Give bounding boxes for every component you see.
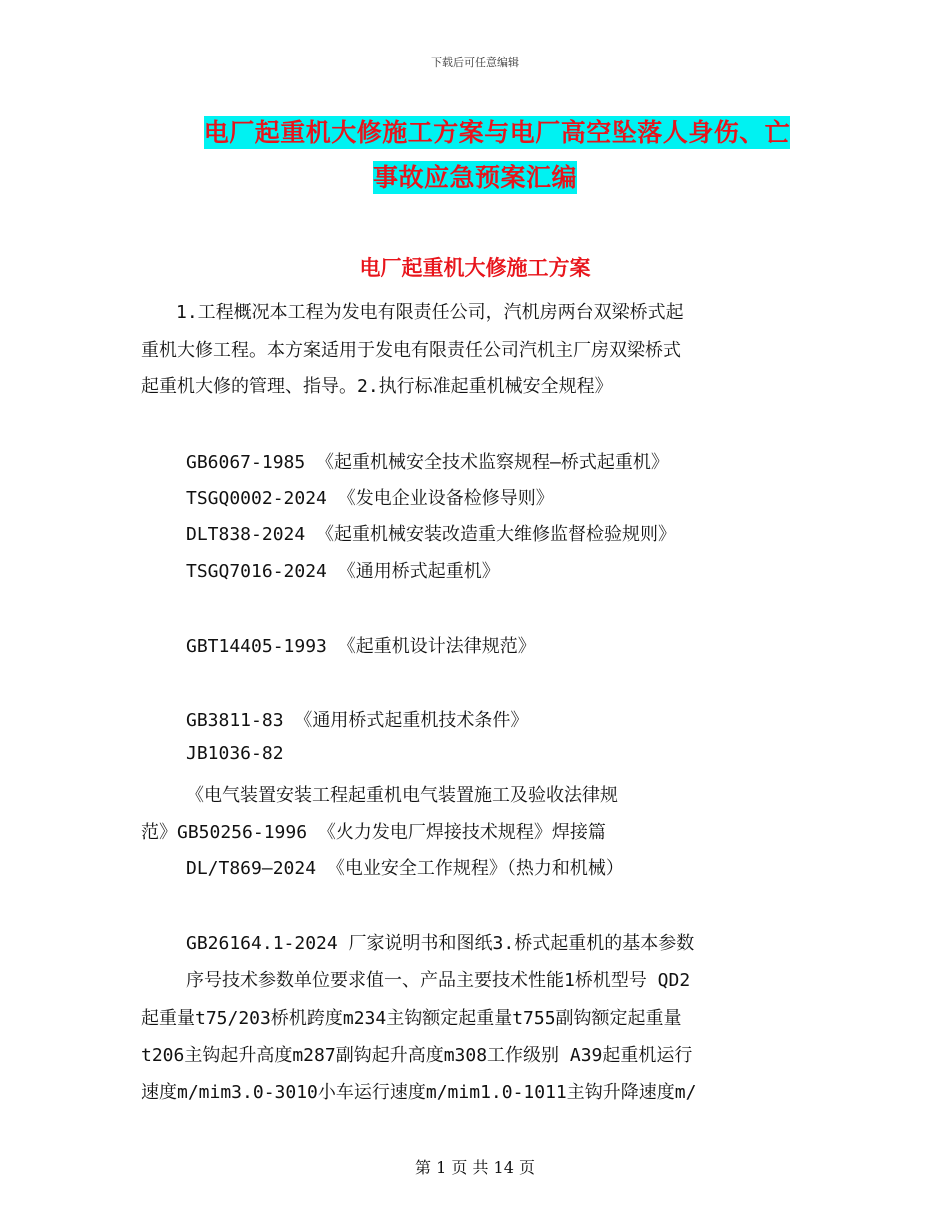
body-line: GB26164.1-2024 厂家说明书和图纸3.桥式起重机的基本参数 [186, 933, 695, 954]
document-title-line-2: 事故应急预案汇编 [372, 163, 577, 192]
body-line: DL/T869—2024 《电业安全工作规程》（热力和机械） [186, 858, 624, 879]
body-line: TSGQ0002-2024 《发电企业设备检修导则》 [186, 488, 554, 509]
body-line: TSGQ7016-2024 《通用桥式起重机》 [186, 561, 500, 582]
body-line: t206主钩起升高度m287副钩起升高度m308工作级别 A39起重机运行 [141, 1045, 693, 1066]
header-note: 下载后可任意编辑 [431, 56, 519, 69]
body-line: JB1036-82 [186, 743, 284, 764]
section-title: 电厂起重机大修施工方案 [359, 256, 591, 280]
body-line: 速度m/mim3.0-3010小车运行速度m/mim1.0-1011主钩升降速度m/ [141, 1082, 697, 1103]
body-line: DLT838-2024 《起重机械安装改造重大维修监督检验规则》 [186, 524, 677, 545]
page-footer: 第 1 页 共 14 页 [415, 1158, 535, 1177]
body-line: GB6067-1985 《起重机械安全技术监察规程—桥式起重机》 [186, 452, 669, 473]
document-title-line-1: 电厂起重机大修施工方案与电厂高空坠落人身伤、亡 [203, 118, 791, 147]
body-line: 1.工程概况本工程为发电有限责任公司，汽机房两台双梁桥式起 [176, 302, 684, 323]
body-line: 《电气装置安装工程起重机电气装置施工及验收法律规 [186, 785, 618, 806]
body-line: 范》GB50256-1996 《火力发电厂焊接技术规程》焊接篇 [141, 822, 606, 843]
body-line: 起重量t75/203桥机跨度m234主钩额定起重量t755副钩额定起重量 [141, 1008, 682, 1029]
body-line: 起重机大修的管理、指导。2.执行标准起重机械安全规程》 [141, 376, 613, 397]
body-line: GB3811-83 《通用桥式起重机技术条件》 [186, 710, 529, 731]
body-line: 序号技术参数单位要求值一、产品主要技术性能1桥机型号 QD2 [186, 970, 691, 991]
body-line: 重机大修工程。本方案适用于发电有限责任公司汽机主厂房双梁桥式 [141, 340, 681, 361]
body-line: GBT14405-1993 《起重机设计法律规范》 [186, 636, 536, 657]
